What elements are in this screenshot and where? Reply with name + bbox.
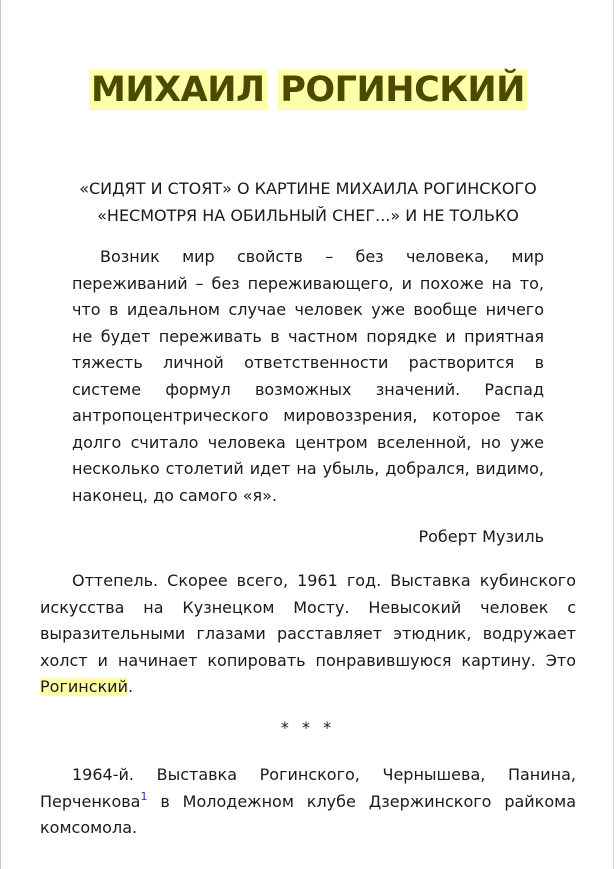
section-separator: * * * xyxy=(280,718,336,737)
footnote-link[interactable]: 1 xyxy=(140,789,148,803)
epigraph-author: Роберт Музиль xyxy=(418,527,544,546)
title-second-word: РОГИНСКИЙ xyxy=(280,70,525,110)
title-first-word: МИХАИЛ xyxy=(91,70,265,110)
highlighted-term: Рогинский xyxy=(40,677,128,696)
paragraph-2-before: 1964-й. Выставка Рогинского, Чернышева, Панина, Перченкова xyxy=(40,765,576,811)
epigraph xyxy=(72,244,544,509)
body-paragraph-2 xyxy=(40,762,576,842)
paragraph-2-after: в Молодежном клубе Дзержинского райкома комсомола. xyxy=(40,791,576,837)
paragraph-2-text xyxy=(40,762,576,842)
article-subtitle xyxy=(0,175,616,229)
epigraph-text: Возник мир свойств – без человека, мир переживаний – без переживающего, и похоже на то, что в идеальном случае человек уже вообще ничего не будет переживать в частном порядке и приятная тяжесть личной ответственности растворится в системе формул возможных значений. Распад антропоцентрического мировоззрения, которое так долго считало человека центром вселенной, но уже несколько столетий идет на убыль, добрался, видимо, наконец, до самого «я». xyxy=(72,247,544,505)
subtitle-line-1: «СИДЯТ И СТОЯТ» О КАРТИНЕ МИХАИЛА РОГИНСКОГО xyxy=(79,179,537,198)
subtitle-line-2: «НЕСМОТРЯ НА ОБИЛЬНЫЙ СНЕГ...» И НЕ ТОЛЬКО xyxy=(97,206,519,225)
page-title xyxy=(0,68,616,112)
paragraph-1-body: Оттепель. Скорее всего, 1961 год. Выставка кубинского искусства на Кузнецком Мосту. Невысокий человек с выразительными глазами расставляет этюдник, водружает холст и начинает копировать понравившуюся картину. Это xyxy=(40,571,576,670)
body-paragraph-1 xyxy=(40,568,576,701)
paragraph-1-text xyxy=(40,568,576,701)
paragraph-1-end: . xyxy=(127,677,134,696)
